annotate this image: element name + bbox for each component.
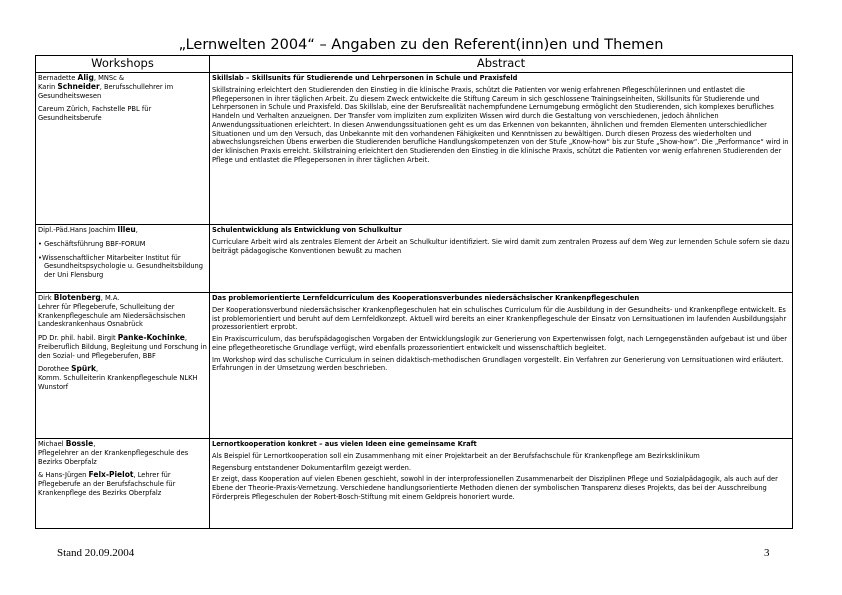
abstract-title: Lernortkooperation konkret – aus vielen Ideen eine gemeinsame Kraft <box>212 440 477 448</box>
referent <box>38 471 207 497</box>
referent <box>38 83 207 101</box>
referent-prefix: Bernadette <box>38 74 78 82</box>
table-header-row <box>36 56 793 73</box>
referent-surname: Spürk <box>71 364 96 374</box>
referent-surname: Panke-Kochinke <box>117 333 185 342</box>
referent-affiliation <box>38 105 207 123</box>
referent <box>38 440 207 466</box>
abstract-paragraph: Im Workshop wird das schulische Curriculum in seinen didaktisch-methodischen Grundlagen vorgestellt. Ein Verfahren zur Generierung von Lernsituationen wird erläutert. Erfahrungen in der Umsetzung werden beschrieben. <box>212 355 784 373</box>
abstract-paragraph: Als Beispiel für Lernortkooperation soll ein Zusammenhang mit einer Projektarbeit an der Berufsfachschule für Krankenpflege am Bezirksklinikum <box>212 451 700 460</box>
page-number: 3 <box>764 547 770 559</box>
workshop-cell <box>36 439 210 529</box>
referent <box>38 365 207 391</box>
referent-suffix: , <box>135 226 138 234</box>
referent-surname: Bossle <box>65 439 94 448</box>
referent-prefix: Michael <box>38 440 66 448</box>
abstract-paragraph: Skillstraining erleichtert den Studierenden den Einstieg in die klinische Praxis, schützt die Patienten vor wenig erfahrenen Pflegeschülerinnen und entlastet die Pflegepersonen in ihrer täglichen Arbeit. Zu diesem Zweck entwickelte die Stiftung Careum in sich geschlossene Trainingseinheiten, Skillsunits für Studierende und Lehrpersonen in Schule und Praxisfeld. Das Skillslab, eine der Berufsrealität nachempfundene Lernumgebung ermöglicht den Studierenden, sich komplexes berufliches Handeln und Verhalten anzueignen. Der Transfer vom impliziten zum expliziten Wissen wird durch die Gestaltung von verschiedenen, jedoch ähnlichen Anwendungssituationen erleichtert. In diesen Anwendungssituationen geht es um das Erkennen von bekannten, ähnlichen und fremden Elementen unterschiedlicher Situationen und um den Versuch, das Unbekannte mit den vorhandenen Fähigkeiten und Kenntnissen zu bewältigen. Durch diesen Prozess des wiederholten und abwechslungsreichen Übens erwerben die Studierenden berufliche Handlungskompetenzen von der Stufe „Know-how“ bis zur Stufe „Show-how“. Die „Performance“ wird in der klinischen Praxis erreicht. Skillstraining erleichtert den Studierenden den Einstieg in die klinische Praxis, schützt die Patienten vor wenig erfahrenen Studierenden der Pflege und entlastet die Pflegepersonen in ihrer täglichen Arbeit. <box>212 85 789 164</box>
referent-prefix: PD Dr. phil. habil. Birgit <box>38 334 118 342</box>
referent-suffix: , <box>95 365 99 374</box>
abstract-title: Schulentwicklung als Entwicklung von Schulkultur <box>212 226 402 234</box>
referent-suffix: , MNSc & <box>93 74 125 82</box>
referent-suffix: , <box>93 440 96 448</box>
referent-surname: Illeu <box>117 225 136 234</box>
workshop-table <box>35 55 793 529</box>
abstract-paragraph: Er zeigt, dass Kooperation auf vielen Ebenen geschieht, sowohl in der interprofessionellen Zusammenarbeit der Disziplinen Pflege und Sozialpädagogik, als auch auf der Ebene der Theorie-Praxis-Vernetzung. Verschiedene handlungsorientierte Methoden dienen der symbolischen Transparenz dieses Projekts, das bei der Ausschreibung Förderpreis Pflegeschulen der Robert-Bosch-Stiftung mit einem Geldpreis honoriert wurde. <box>212 475 778 501</box>
column-header-workshops: Workshops <box>36 56 210 73</box>
referent-suffix: , M.A. <box>100 294 120 302</box>
abstract-cell <box>210 293 793 439</box>
affiliation-line: Lehrer für Pflegeberufe, Schulleitung der Krankenpflegeschule am Niedersächsischen Landeskrankenhaus Osnabrück <box>38 302 186 329</box>
affiliation-line: Freiberuflich Bildung, Begleitung und Forschung in den Sozial- und Pflegeberufen, BBF <box>38 342 207 360</box>
referent-suffix: , Berufsschullehrer im Gesundheitswesen <box>38 82 174 100</box>
referent-suffix: , Lehrer für Pflegeberufe an der Berufsfachschule für Krankenpflege des Bezirks Oberpfalz <box>38 471 176 497</box>
abstract-cell <box>210 225 793 293</box>
page-title: „Lernwelten 2004“ – Angaben zu den Referent(inn)en und Themen <box>178 37 664 53</box>
referent-surname: Felx-Pielot <box>88 470 134 480</box>
table-row <box>36 225 793 293</box>
abstract-paragraph: Regensburg entstandener Dokumentarfilm gezeigt werden. <box>212 463 412 472</box>
referent-surname: Alig <box>77 73 94 82</box>
referent-prefix: & Hans-Jürgen <box>38 471 89 480</box>
table-row <box>36 439 793 529</box>
referent <box>38 334 207 360</box>
table-row <box>36 293 793 439</box>
referent-suffix: , <box>184 334 188 342</box>
workshop-cell <box>36 73 210 225</box>
abstract-cell <box>210 73 793 225</box>
referent-surname: Blotenberg <box>53 293 101 302</box>
referent-surname: Schneider <box>57 81 100 91</box>
affiliation-line: Pflegelehrer an der Krankenpflegeschule des Bezirks Oberpfalz <box>38 448 189 466</box>
column-header-abstract: Abstract <box>210 56 793 73</box>
affiliation-line: Komm. Schulleiterin Krankenpflegeschule NLKH Wunstorf <box>38 374 198 391</box>
referent-prefix: Dipl.-Päd.Hans Joachim <box>38 226 118 234</box>
abstract-title: Skillslab – Skillsunits für Studierende und Lehrpersonen in Schule und Praxisfeld <box>212 74 518 82</box>
bullet-item: • Geschäftsführung BBF-FORUM <box>38 239 146 248</box>
referent <box>38 294 207 329</box>
abstract-cell <box>210 439 793 529</box>
abstract-paragraph: Curriculare Arbeit wird als zentrales Element der Arbeit an Schulkultur identifiziert. Sie wird damit zum zentralen Prozess auf dem Weg zur lernenden Schule sofern sie dazu beiträgt pädagogische Konventionen bewußt zu machen <box>212 237 790 255</box>
abstract-title: Das problemorientierte Lernfeldcurriculum des Kooperationsverbundes niedersächsischer Krankenpflegeschulen <box>212 294 640 302</box>
table-row <box>36 73 793 225</box>
workshop-cell <box>36 293 210 439</box>
workshop-cell <box>36 225 210 293</box>
referent <box>38 226 207 235</box>
bullet-item: •Wissenschaftlicher Mitarbeiter Institut für Gesundheitspsychologie u. Gesundheitsbildung der Uni Flensburg <box>38 253 204 279</box>
abstract-paragraph: Der Kooperationsverbund niedersächsischer Krankenpflegeschulen hat ein schulisches Curriculum für die Ausbildung in der Gesundheits- und Krankenpflege entwickelt. Es ist problemorientiert und beruht auf dem Lernfeldkonzept. Aktuell wird bereits an einer Krankenpflegeschule der Einsatz von Lernsituationen im laufenden Ausbildungsjahr prozessorientiert erprobt. <box>212 305 787 332</box>
abstract-paragraph: Ein Praxiscurriculum, das berufspädagogischen Vorgaben der Entwicklungslogik zur Generierung von Expertenwissen folgt, nach Lerngegenständen aufgebaut ist und über eine pflegetheoretische Grundlage verfügt, wird ebenfalls prozessorientiert entwickelt und wissenschaftlich begleitet. <box>212 335 787 352</box>
affiliation-line: Careum Zürich, Fachstelle PBL für Gesundheitsberufe <box>38 105 152 122</box>
footer-date: Stand 20.09.2004 <box>57 547 135 559</box>
referent-prefix: Dorothee <box>38 365 72 374</box>
referent-prefix: Karin <box>38 82 58 91</box>
referent-prefix: Dirk <box>38 294 54 302</box>
